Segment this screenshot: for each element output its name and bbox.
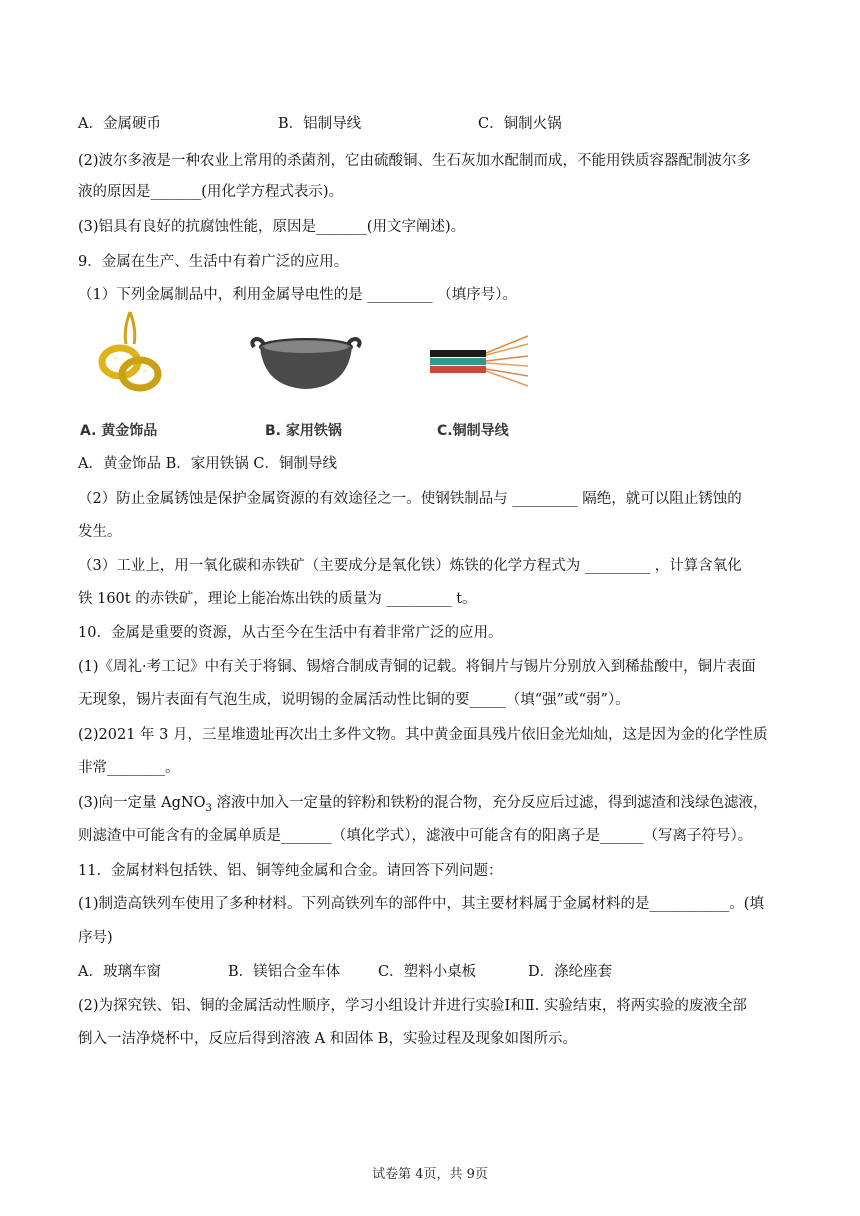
- q10-part3-line1: (3)向一定量 AgNO$_3$ 溶液中加入一定量的锌粉和铁粉的混合物，充分反应后过滤，得到滤渣和浅绿色滤液，: [78, 795, 768, 814]
- q10-stem: 10．金属是重要的资源，从古至今在生活中有着非常广泛的应用。: [78, 625, 503, 641]
- q9-options: A．黄金饰品 B．家用铁锅 C．铜制导线: [78, 456, 337, 472]
- q8-option-c: C．铜制火锅: [478, 116, 562, 132]
- q9-caption-c: C.铜制导线: [437, 423, 509, 439]
- q10-part2-line2: 非常________。: [78, 760, 180, 776]
- q10-part3-line2: 则滤渣中可能含有的金属单质是_______（填化学式），滤液中可能含有的阳离子是______（写离子符号）。: [78, 828, 753, 844]
- q8-part2-line2: 液的原因是_______(用化学方程式表示)。: [78, 184, 344, 200]
- q9-part2-line1: （2）防止金属锈蚀是保护金属资源的有效途径之一。使钢铁制品与 _________ 隔绝，就可以阻止锈蚀的: [78, 491, 742, 507]
- q11-part2-line2: 倒入一洁净烧杯中，反应后得到溶液 A 和固体 B，实验过程及现象如图所示。: [78, 1031, 577, 1047]
- q8-part3: (3)铝具有良好的抗腐蚀性能，原因是_______(用文字阐述)。: [78, 219, 466, 235]
- q11-part2-line1: (2)为探究铁、铝、铜的金属活动性顺序，学习小组设计并进行实验Ⅰ和Ⅱ. 实验结束，将两实验的废液全部: [78, 998, 747, 1014]
- q9-part1: （1）下列金属制品中，利用金属导电性的是 _________ （填序号）。: [78, 287, 517, 303]
- q9-part3-line1: （3）工业上，用一氧化碳和赤铁矿（主要成分是氧化铁）炼铁的化学方程式为 _________ ，计算含氧化: [78, 558, 742, 574]
- q9-stem: 9．金属在生产、生活中有着广泛的应用。: [78, 254, 349, 270]
- q11-option-c: C．塑料小桌板: [378, 964, 477, 980]
- q10-part2-line1: (2)2021 年 3 月，三星堆遗址再次出土多件文物。其中黄金面具残片依旧金光灿灿，这是因为金的化学性质: [78, 727, 768, 743]
- q8-option-b: B．铝制导线: [278, 116, 362, 132]
- q9-part2-line2: 发生。: [78, 524, 122, 540]
- q9-part3-line2: 铁 160t 的赤铁矿，理论上能冶炼出铁的质量为 _________ t。: [78, 591, 477, 607]
- q11-option-a: A．玻璃车窗: [78, 964, 161, 980]
- q10-part1-line1: (1)《周礼·考工记》中有关于将铜、锡熔合制成青铜的记载。将铜片与锡片分别放入到稀盐酸中，铜片表面: [78, 659, 756, 675]
- q11-part1-line2: 序号): [78, 930, 113, 946]
- q11-option-b: B．镁铝合金车体: [228, 964, 341, 980]
- q9-image-iron-wok: [246, 325, 366, 395]
- q8-option-a: A．金属硬币: [78, 116, 161, 132]
- page-footer: 试卷第 4页，共 9页: [372, 1167, 488, 1182]
- q9-image-copper-wire: [430, 330, 530, 392]
- q9-image-gold-jewelry: [90, 308, 170, 400]
- q11-option-d: D．涤纶座套: [528, 964, 613, 980]
- q11-stem: 11．金属材料包括铁、铝、铜等纯金属和合金。请回答下列问题：: [78, 863, 503, 879]
- q9-caption-a: A. 黄金饰品: [80, 423, 158, 439]
- q8-part2-line1: (2)波尔多液是一种农业上常用的杀菌剂，它由硫酸铜、生石灰加水配制而成，不能用铁质容器配制波尔多: [78, 153, 752, 169]
- q11-part1-line1: (1)制造高铁列车使用了多种材料。下列高铁列车的部件中，其主要材料属于金属材料的是___________。(填: [78, 896, 764, 912]
- q9-caption-b: B. 家用铁锅: [265, 423, 342, 439]
- q10-part1-line2: 无现象，锡片表面有气泡生成，说明锡的金属活动性比铜的要_____（填“强”或“弱”）。: [78, 692, 630, 708]
